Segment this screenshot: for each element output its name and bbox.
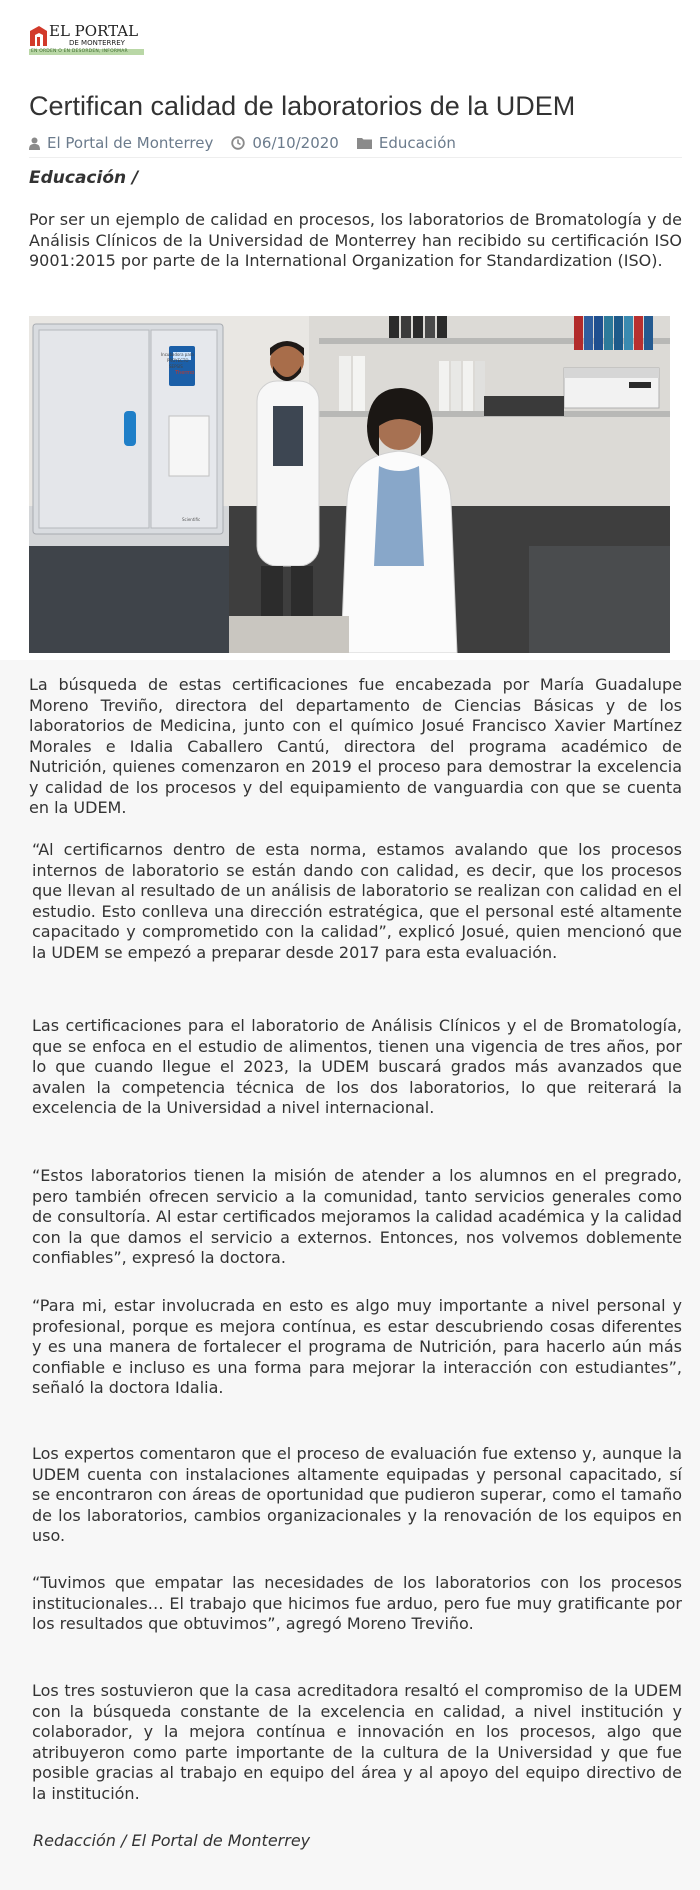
user-icon: [29, 137, 40, 150]
article-paragraph: La búsqueda de estas certificaciones fue encabezada por María Guadalupe Moreno Treviño, directora del departamento de Ciencias Básicas y de los laboratorios de Medicina, junto con el químico Josué Francisco Xavier Martínez Morales e Idalia Caballero Cantú, directora del programa académico de Nutrición, quienes comenzaron en 2019 el proceso para demostrar la excelencia y calidad de los procesos y del equipamiento de vanguardia con que se cuenta en la UDEM.: [29, 675, 682, 817]
poster-text-2: PROYECTO: [167, 358, 189, 363]
meta-date: [231, 134, 338, 152]
logo-tagline: EN ORDEN O EN DESORDEN, INFORMAR: [31, 49, 128, 54]
article-paragraph: Los expertos comentaron que el proceso de evaluación fue extenso y, aunque la UDEM cuenta con instalaciones altamente equipadas y personal capacitado, sí se encontraron con áreas de oportunidad que pudieron superar, como el tamaño de los laboratorios, cambios organizacionales y la renovación de los equipos en uso.: [32, 1444, 682, 1545]
folder-icon: [357, 137, 372, 149]
article-paragraph: Los tres sostuvieron que la casa acreditadora resaltó el compromiso de la UDEM con la búsqueda constante de la excelencia en calidad, a nivel institución y colaborador, y la mejora contínua e innovación en los procesos, algo que atribuyeron como parte importante de la cultura de la Universidad y que fue posible gracias al trabajo en equipo del área y al apoyo del equipo directivo de la institución.: [32, 1681, 682, 1803]
article-meta: [29, 131, 682, 158]
article-title: Certifican calidad de laboratorios de la UDEM: [29, 91, 576, 121]
meta-author[interactable]: [29, 134, 213, 152]
meta-category[interactable]: [357, 134, 456, 152]
logo-mark-icon: [29, 25, 48, 47]
site-logo[interactable]: [29, 23, 144, 57]
incubator-brand: Thermo: [175, 370, 195, 376]
section-label: Educación /: [29, 168, 139, 188]
meta-author-label: El Portal de Monterrey: [47, 134, 214, 152]
article-paragraph: Las certificaciones para el laboratorio de Análisis Clínicos y el de Bromatología, que se enfoca en el estudio de alimentos, tienen una vigencia de tres años, por lo que cuando llegue el 2023, la UDEM buscará grados más avanzados que avalen la competencia técnica de los dos laboratorios, lo que reiterará la excelencia de la Universidad a nivel internacional.: [32, 1016, 682, 1117]
article-paragraph: “Al certificarnos dentro de esta norma, estamos avalando que los procesos internos de laboratorio se están dando con calidad, es decir, que los procesos que llevan al resultado de un análisis de laboratorio se realizan con calidad en el estudio. Esto conlleva una dirección estratégica, que el personal esté altamente capacitado y comprometido con la calidad”, explicó Josué, quien mencionó que la UDEM se empezó a preparar desde 2017 para esta evaluación.: [32, 840, 682, 962]
article-photo: [29, 316, 670, 653]
article-signature: Redacción / El Portal de Monterrey: [33, 1831, 311, 1850]
poster-text-1: Incubadora para: [161, 352, 194, 357]
article-paragraph: “Tuvimos que empatar las necesidades de los laboratorios con los procesos institucionales… El trabajo que hicimos fue arduo, pero fue muy gratificante por los resultados que obtuvimos”, agregó Moreno Treviño.: [32, 1573, 682, 1633]
meta-date-label: 06/10/2020: [252, 134, 339, 152]
article-paragraph: “Estos laboratorios tienen la misión de atender a los alumnos en el pregrado, pero también ofrecen servicio a la comunidad, tanto servicios generales como de consultoría. Al estar certificados mejoramos la calidad académica y la calidad con la que damos el servicio a externos. Entonces, nos volvemos doblemente confiables”, expresó la doctora.: [32, 1166, 682, 1267]
article-intro: Por ser un ejemplo de calidad en procesos, los laboratorios de Bromatología y de Análisis Clínicos de la Universidad de Monterrey han recibido su certificación ISO 9001:2015 por parte de la International Organization for Standardization (ISO).: [29, 210, 682, 270]
logo-subtitle: DE MONTERREY: [69, 39, 125, 47]
clock-icon: [231, 136, 245, 150]
lab-photo-illustration: [29, 316, 670, 653]
incubator-brand-label: Scientific: [182, 517, 201, 522]
logo-title: EL PORTAL: [49, 22, 139, 40]
meta-category-label: Educación: [378, 134, 456, 152]
article-paragraph: “Para mi, estar involucrada en esto es algo muy importante a nivel personal y profesional, porque es mejora contínua, es estar descubriendo cosas diferentes y es una manera de fortalecer el programa de Nutrición, para hacerlo aún más confiable e incluso es una forma para mejorar la interacción con estudiantes”, señaló la doctora Idalia.: [32, 1296, 682, 1397]
poster-text-3: SEPSIS: [169, 364, 183, 369]
